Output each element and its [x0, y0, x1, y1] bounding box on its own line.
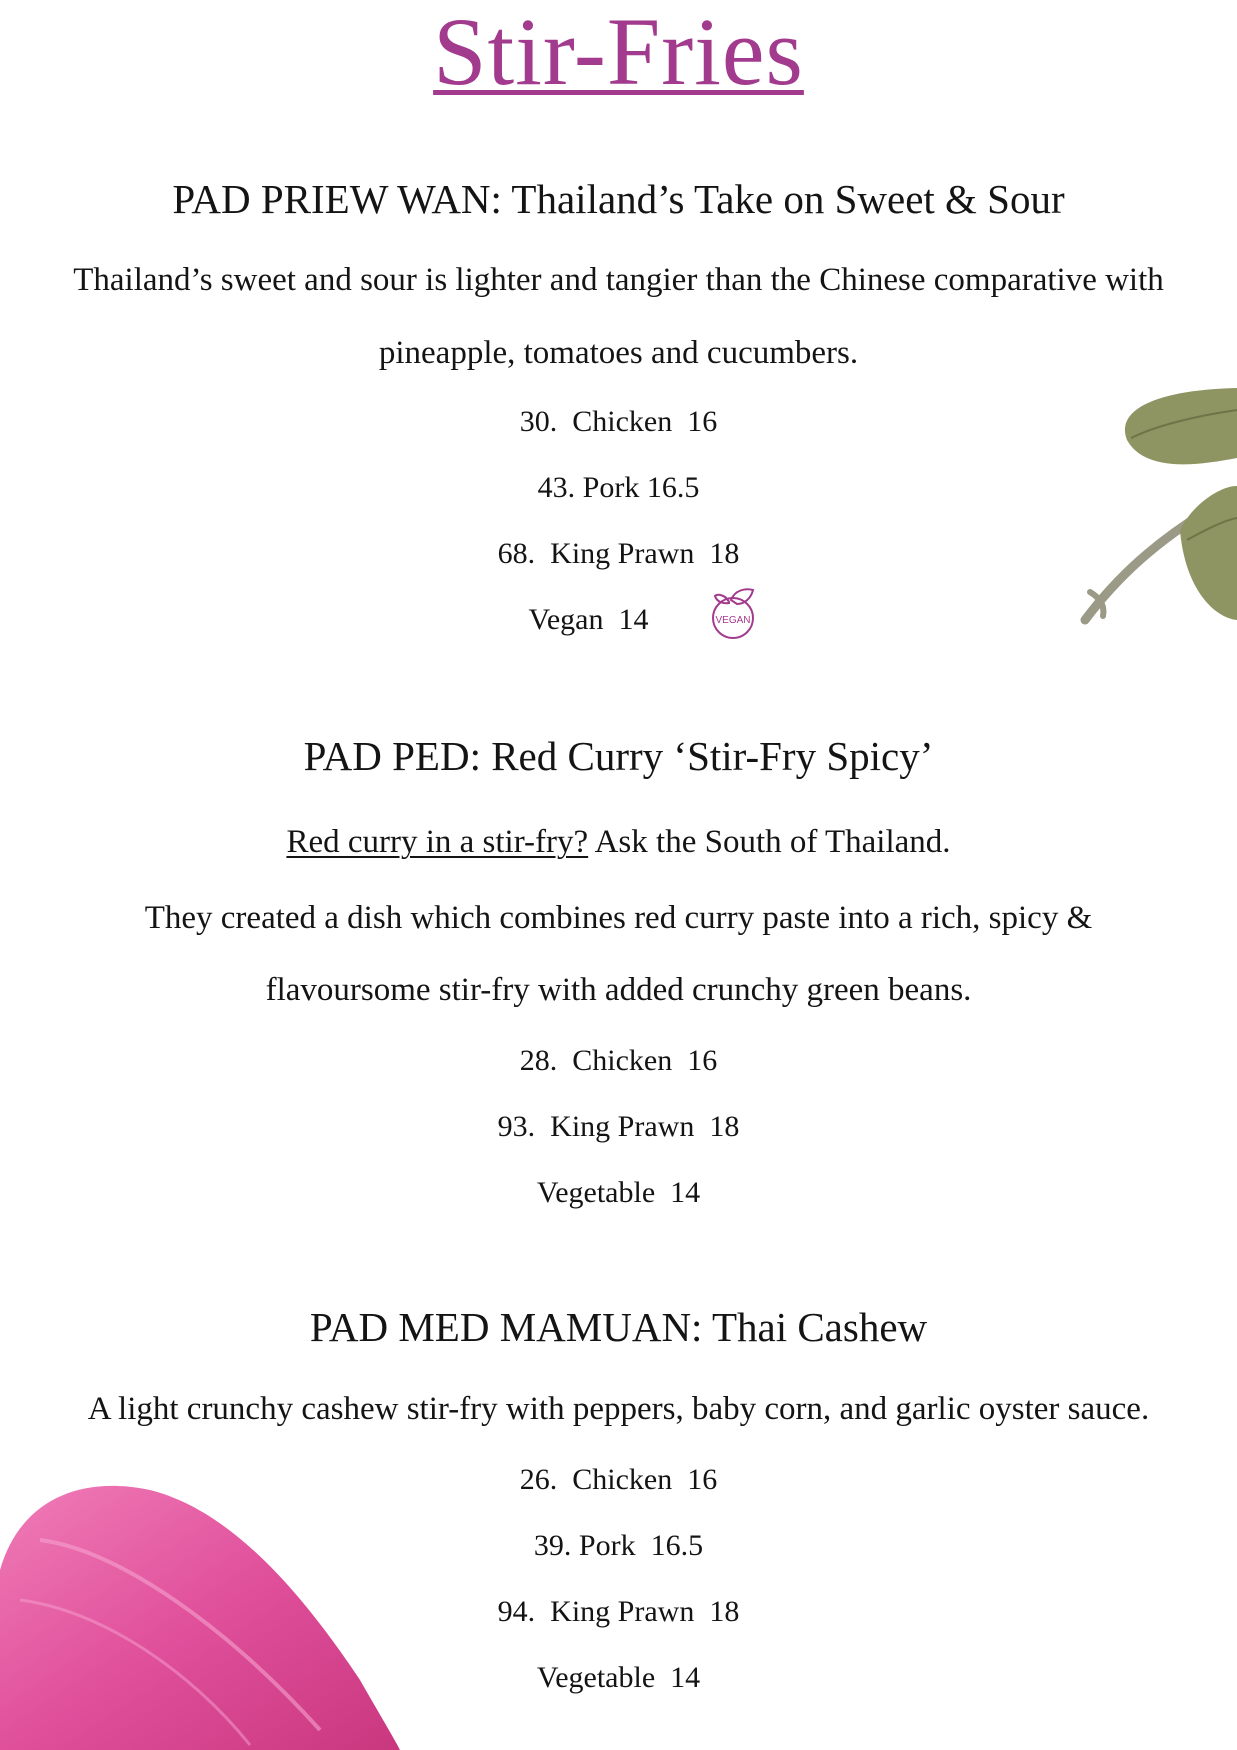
section-description-line: A light crunchy cashew stir-fry with peppers, baby corn, and garlic oyster sauce.	[87, 1391, 1150, 1427]
menu-item	[0, 536, 1237, 572]
vegan-badge-label: VEGAN	[715, 615, 751, 626]
vegan-leaf-icon	[707, 586, 763, 642]
menu-item-label: Vegan 14	[528, 603, 649, 636]
section-heading-pad-med-mamuan: PAD MED MAMUAN: Thai Cashew	[309, 1304, 928, 1350]
menu-item	[0, 1043, 1237, 1079]
menu-item-label: Vegetable 14	[536, 1661, 701, 1694]
section-heading-pad-priew-wan: PAD PRIEW WAN: Thailand’s Take on Sweet & Sour	[172, 176, 1065, 222]
pink-petal-icon	[0, 1480, 470, 1750]
description-underlined-text: Red curry in a stir-fry?	[286, 824, 589, 860]
menu-item	[0, 1109, 1237, 1145]
olive-leaf-icon	[1075, 380, 1237, 630]
menu-item-label: 43. Pork 16.5	[537, 471, 700, 504]
menu-item	[0, 602, 1237, 638]
menu-item-label: Vegetable 14	[536, 1176, 701, 1209]
section-description-line	[0, 822, 1237, 862]
menu-item	[0, 1175, 1237, 1211]
section-description-line: They created a dish which combines red curry paste into a rich, spicy &	[144, 900, 1093, 936]
menu-item-label: 68. King Prawn 18	[497, 537, 740, 570]
section-description-line: pineapple, tomatoes and cucumbers.	[378, 335, 859, 371]
menu-item-label: 94. King Prawn 18	[497, 1595, 740, 1628]
menu-item-label: 28. Chicken 16	[519, 1044, 718, 1077]
menu-item	[0, 470, 1237, 506]
page-title: Stir-Fries	[433, 0, 804, 105]
section-description-line: Thailand’s sweet and sour is lighter and tangier than the Chinese comparative with	[73, 262, 1164, 298]
menu-item-label: 93. King Prawn 18	[497, 1110, 740, 1143]
menu-item-label: 26. Chicken 16	[519, 1463, 718, 1496]
description-text: Ask the South of Thailand.	[588, 824, 951, 860]
menu-item-label: 39. Pork 16.5	[533, 1529, 704, 1562]
section-description-line: flavoursome stir-fry with added crunchy green beans.	[265, 972, 972, 1008]
menu-item	[0, 404, 1237, 440]
menu-item-label: 30. Chicken 16	[519, 405, 718, 438]
section-heading-pad-ped: PAD PED: Red Curry ‘Stir-Fry Spicy’	[303, 733, 934, 779]
